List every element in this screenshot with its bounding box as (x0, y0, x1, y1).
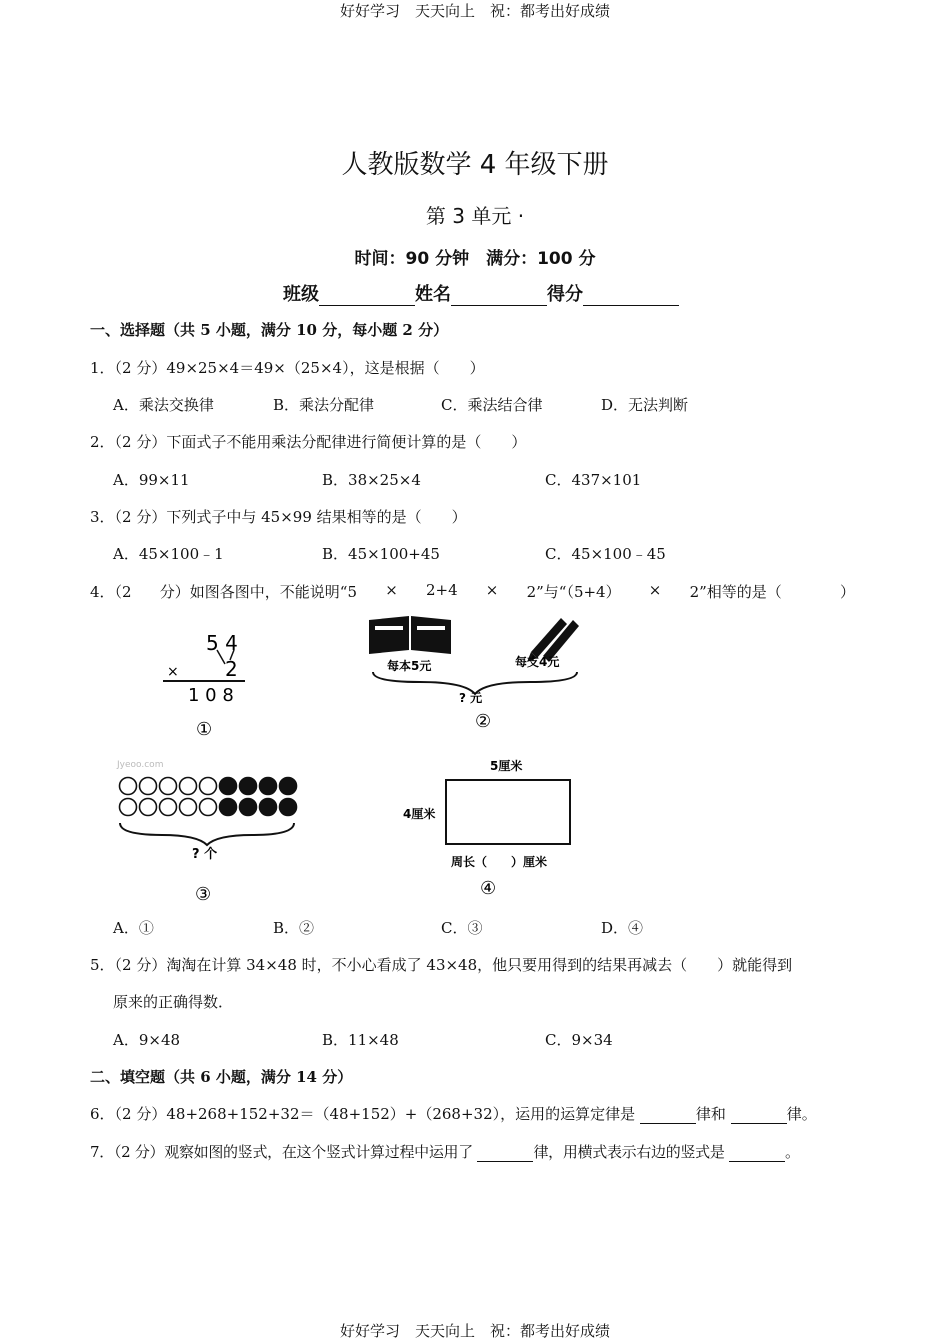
q5-stem-line-2: 原来的正确得数． (113, 993, 234, 1011)
fig2-total: ? 元 (459, 691, 483, 705)
hollow-circle (160, 778, 177, 795)
fig3-circle-grid (120, 778, 297, 816)
q7-end: 。 (785, 1143, 800, 1161)
q4-option-c[interactable]: C．③ (441, 919, 483, 937)
q4-stem (90, 581, 855, 602)
score-blank[interactable] (583, 288, 679, 306)
figure-4-rectangle (395, 752, 585, 902)
q7-text: 7．（2 分）观察如图的竖式，在这个竖式计算过程中运用了 (90, 1143, 473, 1161)
document-title: 人教版数学 4 年级下册 (341, 150, 609, 180)
q4-stem-part: 2”相等的是（ (689, 583, 782, 601)
page-header: 好好学习 天天向上 祝：都考出好成绩 (339, 2, 610, 20)
q1-stem: 1．（2 分）49×25×4＝49×（25×4），这是根据（ ） (90, 359, 485, 377)
hollow-circle (200, 799, 217, 816)
q3-option-b[interactable]: B．45×100+45 (322, 545, 440, 563)
q4-stem-part: 2”与“（5+4） (526, 583, 621, 601)
q5-option-a[interactable]: A．9×48 (113, 1031, 181, 1049)
filled-circle (280, 799, 297, 816)
hollow-circle (140, 778, 157, 795)
filled-circle (240, 778, 257, 795)
q4-stem-part: × (648, 581, 662, 599)
name-label: 姓名 (415, 284, 451, 305)
hollow-circle (120, 799, 137, 816)
name-blank[interactable] (451, 288, 547, 306)
q4-stem-part: ） (809, 583, 855, 601)
figure-3-circles (112, 755, 312, 907)
q6-stem (90, 1103, 817, 1124)
fig1-multiplier: 2 (225, 657, 238, 681)
hollow-circle (180, 799, 197, 816)
figure-2-books-pens (365, 612, 585, 737)
filled-circle (220, 778, 237, 795)
hollow-circle (120, 778, 137, 795)
q2-stem: 2．（2 分）下面式子不能用乘法分配律进行简便计算的是（ ） (90, 433, 527, 451)
q4-stem-part: × (385, 581, 398, 599)
class-blank[interactable] (319, 288, 415, 306)
fig4-height-label: 4厘米 (403, 807, 436, 821)
q3-option-a[interactable]: A．45×100﹣1 (113, 545, 224, 563)
q5-option-c[interactable]: C．9×34 (545, 1031, 613, 1049)
q5-stem-line-1: 5．（2 分）淘淘在计算 34×48 时，不小心看成了 43×48，他只要用得到的结果再减去（ ）就能得到 (90, 956, 793, 974)
books-icon (369, 616, 451, 654)
fig4-width-label: 5厘米 (490, 759, 523, 773)
fig4-rectangle-shape (446, 780, 570, 844)
unit-title: 第 3 单元 · (425, 204, 525, 228)
section-2-heading: 二、填空题（共 6 小题，满分 14 分） (90, 1068, 353, 1086)
q6-text: 6．（2 分）48+268+152+32＝（48+152）+（268+32），运用的运算定律是 (90, 1105, 636, 1123)
fig4-perimeter-label: 周长（ ）厘米 (451, 855, 548, 869)
figure-1-vertical-multiplication (155, 628, 265, 740)
q5-option-b[interactable]: B．11×48 (322, 1031, 399, 1049)
filled-circle (240, 799, 257, 816)
filled-circle (220, 799, 237, 816)
fig3-label: ③ (195, 884, 212, 905)
q3-option-c[interactable]: C．45×100﹣45 (545, 545, 666, 563)
q1-option-d[interactable]: D．无法判断 (601, 396, 689, 414)
hollow-circle (180, 778, 197, 795)
q4-option-a[interactable]: A．① (113, 919, 154, 937)
q4-option-b[interactable]: B．② (273, 919, 315, 937)
q7-mid: 律，用横式表示右边的竖式是 (533, 1143, 725, 1161)
time-info: 时间：90 分钟 满分：100 分 (354, 249, 596, 269)
q7-stem (90, 1141, 800, 1162)
student-fields (283, 280, 679, 306)
q2-option-c[interactable]: C．437×101 (545, 471, 642, 489)
q6-blank-1[interactable] (640, 1106, 696, 1124)
q1-option-c[interactable]: C．乘法结合律 (441, 396, 543, 414)
q7-blank-2[interactable] (729, 1144, 785, 1162)
fig1-result: 1 0 8 (188, 685, 234, 706)
page-footer: 好好学习 天天向上 祝：都考出好成绩 (339, 1322, 610, 1340)
q4-stem-part: 4．（2 (90, 583, 132, 601)
hollow-circle (140, 799, 157, 816)
score-label: 得分 (547, 284, 583, 305)
fig1-label: ① (196, 719, 213, 740)
hollow-circle (200, 778, 217, 795)
q4-stem-part: 分）如图各图中，不能说明“5 (159, 583, 357, 601)
fig3-total: ? 个 (192, 847, 218, 862)
section-1-heading: 一、选择题（共 5 小题，满分 10 分，每小题 2 分） (90, 321, 449, 339)
fig1-multiply-sign: × (167, 664, 179, 680)
filled-circle (280, 778, 297, 795)
q4-stem-part: 2+4 (425, 581, 458, 599)
fig2-pen-price: 每支4元 (515, 655, 560, 669)
fig3-brace (120, 823, 294, 845)
q2-option-a[interactable]: A．99×11 (113, 471, 190, 489)
filled-circle (260, 778, 277, 795)
fig2-label: ② (475, 711, 492, 732)
hollow-circle (160, 799, 177, 816)
class-label: 班级 (283, 284, 319, 305)
q1-option-b[interactable]: B．乘法分配律 (273, 396, 375, 414)
q3-stem: 3．（2 分）下列式子中与 45×99 结果相等的是（ ） (90, 508, 467, 526)
q4-option-d[interactable]: D．④ (601, 919, 644, 937)
q6-blank-2[interactable] (731, 1106, 787, 1124)
filled-circle (260, 799, 277, 816)
q2-option-b[interactable]: B．38×25×4 (322, 471, 421, 489)
q6-mid: 律和 (695, 1105, 726, 1123)
q1-option-a[interactable]: A．乘法交换律 (113, 396, 214, 414)
fig2-book-price: 每本5元 (387, 659, 432, 673)
fig4-label: ④ (480, 878, 497, 899)
q4-stem-part: × (485, 581, 499, 599)
q7-blank-1[interactable] (477, 1144, 533, 1162)
fig3-watermark: Jyeoo.com (117, 760, 164, 770)
fig1-top-number: 5 4 (206, 631, 238, 655)
q6-end: 律。 (786, 1105, 817, 1123)
